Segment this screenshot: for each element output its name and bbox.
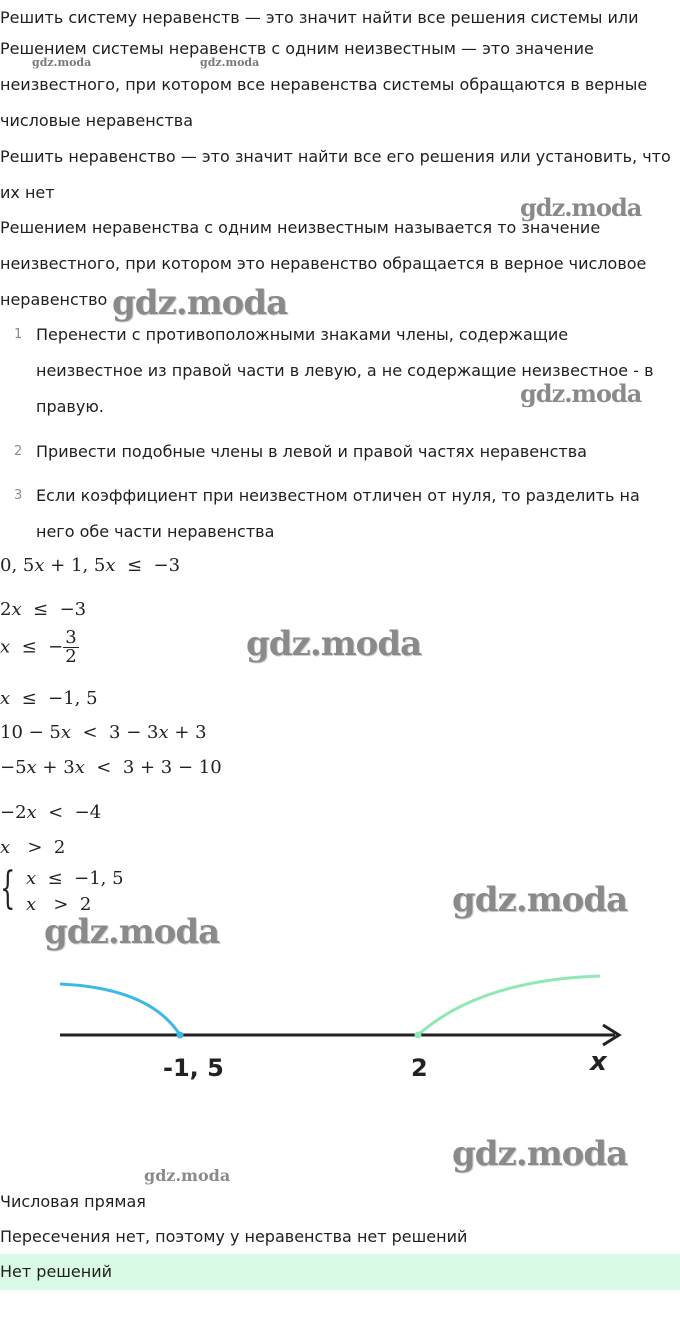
watermark: gdz.moda — [112, 283, 288, 323]
watermark: gdz.moda — [452, 880, 628, 920]
watermark: gdz.moda — [44, 912, 220, 952]
watermark: gdz.moda — [246, 624, 422, 664]
diagram-caption: Числовая прямая — [0, 1192, 146, 1211]
math-line-3: x ≤ − $\frac{3}{2}$ — [0, 627, 77, 667]
system-brace: { — [0, 863, 16, 914]
math-line-5: 10 − 5x < 3 − 3x + 3 — [0, 722, 207, 743]
paragraph-inequality-solution-def: Решением неравенства с одним неизвестным называется то значение неизвестного, при котором это неравенство обращается в верное числовое неравенство — [0, 218, 647, 309]
point-b-marker — [415, 1032, 422, 1039]
step-text: Перенести с противоположными знаками члены, содержащие неизвестное из правой части в левую, а не содержащие неизвестное - в правую. — [36, 325, 654, 416]
step-text: Если коэффициент при неизвестном отличен от нуля, то разделить на него обе части неравенства — [36, 486, 640, 541]
step-text: Привести подобные члены в левой и правой частях неравенства — [36, 442, 587, 461]
math-line-8: x > 2 — [0, 837, 66, 858]
math-line-6: −5x + 3x < 3 + 3 − 10 — [0, 757, 222, 778]
point-a-label: -1, 5 — [163, 1054, 224, 1082]
watermark: gdz.moda — [144, 1166, 231, 1185]
watermark: gdz.moda — [520, 193, 642, 222]
step-number: 1 — [14, 327, 23, 342]
answer-box: Нет решений — [0, 1254, 680, 1290]
paragraph-inequality-solve: Решить неравенство — это значит найти все его решения или установить, что их нет — [0, 147, 671, 202]
paragraph-system-solution-def: Решением системы неравенств с одним неизвестным — это значение неизвестного, при котором все неравенства системы обращаются в верные числовые неравенства — [0, 39, 648, 130]
math-line-7: −2x < −4 — [0, 802, 102, 823]
number-line-diagram — [0, 960, 680, 1090]
point-a-marker — [177, 1032, 184, 1039]
step-number: 3 — [14, 488, 23, 503]
left-interval-arc — [60, 984, 180, 1035]
watermark: gdz.moda — [452, 1134, 628, 1174]
watermark: gdz.moda — [200, 56, 260, 69]
step-number: 2 — [14, 444, 23, 459]
math-line-4: x ≤ −1, 5 — [0, 688, 98, 709]
system-line-1: x ≤ −1, 5 — [26, 868, 124, 889]
point-b-label: 2 — [411, 1054, 428, 1082]
conclusion-text: Пересечения нет, поэтому у неравенства нет решений — [0, 1227, 468, 1246]
system-line-2: x > 2 — [26, 894, 92, 915]
axis-x-label: x — [590, 1047, 607, 1077]
right-interval-arc — [418, 976, 600, 1035]
paragraph-system-solve: Решить систему неравенств — это значит найти все решения системы или — [0, 8, 639, 27]
math-line-1: 0, 5x + 1, 5x ≤ −3 — [0, 555, 181, 576]
watermark: gdz.moda — [520, 379, 642, 408]
fraction: $\frac{3}{2}$ — [65, 627, 77, 667]
math-line-2: 2x ≤ −3 — [0, 599, 87, 620]
watermark: gdz.moda — [32, 56, 92, 69]
